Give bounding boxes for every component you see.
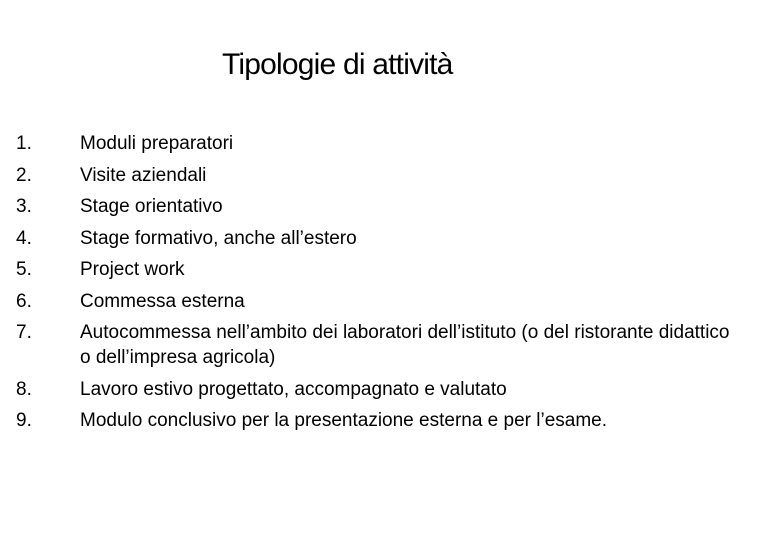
list-item — [16, 254, 736, 286]
list-item — [16, 160, 736, 192]
list-item — [16, 128, 736, 160]
item-text: Stage formativo, anche all’estero — [80, 227, 357, 249]
item-text: Commessa esterna — [80, 290, 245, 312]
activity-list — [16, 128, 736, 437]
list-item — [16, 317, 736, 374]
list-item — [16, 223, 736, 255]
list-item — [16, 405, 736, 437]
slide-title: Tipologie di attività — [222, 48, 453, 81]
item-number: 1. — [16, 133, 32, 154]
item-text: Moduli preparatori — [80, 133, 234, 154]
item-number: 9. — [16, 410, 32, 431]
item-number: 7. — [16, 322, 32, 343]
item-text: Stage orientativo — [80, 196, 223, 217]
item-text: Modulo conclusivo per la presentazione esterna e per l’esame. — [80, 410, 608, 431]
item-number: 8. — [16, 378, 32, 400]
item-number: 2. — [16, 164, 32, 186]
item-text: Autocommessa nell’ambito dei laboratori dell’istituto (o del ristorante didattico o dell’impresa agricola) — [80, 322, 730, 368]
item-number: 5. — [16, 259, 32, 280]
item-number: 3. — [16, 196, 32, 217]
list-item — [16, 286, 736, 318]
item-number: 6. — [16, 290, 32, 312]
list-item — [16, 374, 736, 406]
item-number: 4. — [16, 227, 32, 249]
item-text: Visite aziendali — [80, 164, 207, 186]
list-item — [16, 191, 736, 223]
item-text: Lavoro estivo progettato, accompagnato e valutato — [80, 378, 507, 400]
item-text: Project work — [80, 259, 185, 280]
